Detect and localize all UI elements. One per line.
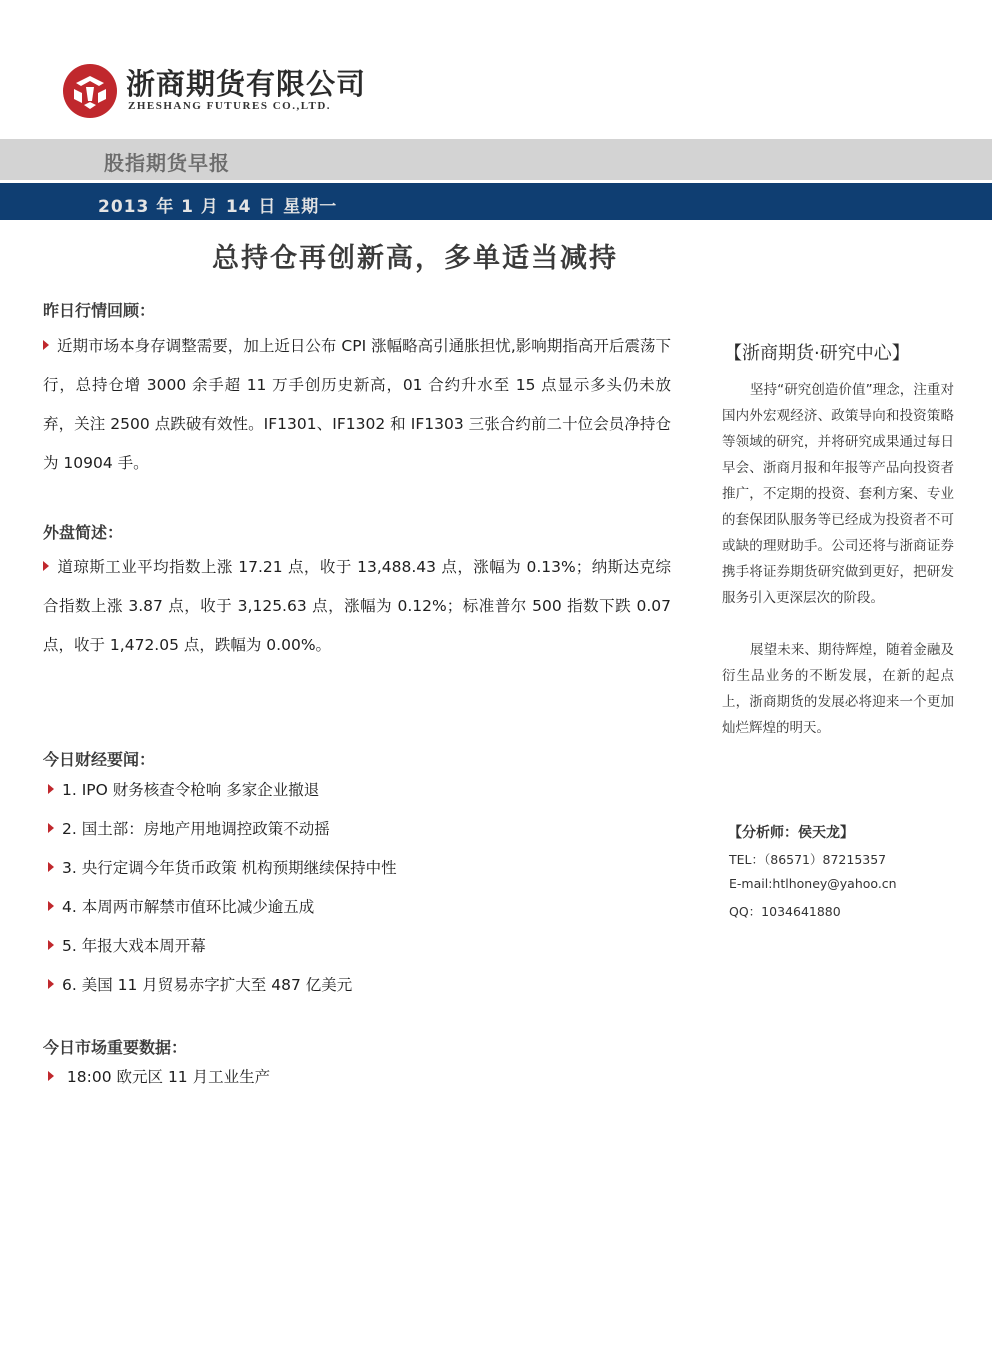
zheshang-logo-icon	[62, 63, 118, 119]
research-center-title: 【浙商期货·研究中心】	[724, 343, 910, 364]
report-title-band	[0, 139, 992, 180]
report-date-band	[0, 183, 992, 220]
company-name-en: ZHESHANG FUTURES CO.,LTD.	[128, 100, 332, 112]
bullet-arrow-icon	[48, 979, 54, 989]
news-item-text: 1. IPO 财务核查令枪响 多家企业撤退	[62, 781, 320, 799]
list-item	[48, 819, 397, 858]
overseas-text: 道琼斯工业平均指数上涨 17.21 点，收于 13,488.43 点，涨幅为 0.13%；纳斯达克综合指数上涨 3.87 点，收于 3,125.63 点，涨幅为 0.12%；标准普尔 500 指数下跌 0.07 点，收于 1,472.05 点，跌幅为 0.00%。	[43, 558, 671, 654]
analyst-qq: QQ：1034641880	[729, 904, 841, 919]
news-item-text: 5. 年报大戏本周开幕	[62, 937, 206, 955]
bullet-arrow-icon	[48, 1071, 54, 1081]
bullet-arrow-icon	[48, 940, 54, 950]
news-item-text: 6. 美国 11 月贸易赤字扩大至 487 亿美元	[62, 976, 353, 994]
market-data-heading: 今日市场重要数据：	[43, 1038, 188, 1057]
analyst-heading: 【分析师：侯天龙】	[728, 825, 854, 841]
list-item	[48, 897, 397, 936]
company-name-cn: 浙商期货有限公司	[126, 67, 367, 101]
overseas-heading: 外盘简述：	[43, 523, 124, 542]
list-item	[48, 858, 397, 897]
report-title: 股指期货早报	[104, 151, 230, 175]
market-data-list	[48, 1067, 270, 1106]
bullet-arrow-icon	[43, 340, 49, 350]
list-item	[48, 975, 397, 1014]
news-item-text: 3. 央行定调今年货币政策 机构预期继续保持中性	[62, 859, 397, 877]
bullet-arrow-icon	[48, 784, 54, 794]
bullet-arrow-icon	[48, 862, 54, 872]
research-center-intro: 坚持“研究创造价值”理念，注重对国内外宏观经济、政策导向和投资策略等领域的研究，并将研究成果通过每日早会、浙商月报和年报等产品向投资者推广，不定期的投资、套利方案、专业的套保团队服务等已经成为投资者不可或缺的理财助手。公司还将与浙商证券携手将证券期货研究做到更好，把研发服务引入更深层次的阶段。	[722, 382, 954, 606]
overseas-paragraph	[43, 548, 671, 665]
news-heading: 今日财经要闻：	[43, 750, 156, 769]
list-item	[48, 936, 397, 975]
bullet-arrow-icon	[43, 561, 49, 571]
review-text: 近期市场本身存调整需要，加上近日公布 CPI 涨幅略高引通胀担忧,影响期指高开后震荡下行，总持仓增 3000 余手超 11 万手创历史新高，01 合约升水至 15 点显示多头仍未放弃，关注 2500 点跌破有效性。IF1301、IF1302 和 IF1303 三张合约前二十位会员净持仓为 10904 手。	[43, 337, 671, 472]
report-date: 2013 年 1 月 14 日 星期一	[98, 197, 338, 217]
analyst-tel: TEL：（86571）87215357	[729, 852, 887, 867]
list-item	[48, 780, 397, 819]
bullet-arrow-icon	[48, 901, 54, 911]
bullet-arrow-icon	[48, 823, 54, 833]
research-center-outlook: 展望未来、期待辉煌，随着金融及衍生品业务的不断发展，在新的起点上，浙商期货的发展必将迎来一个更加灿烂辉煌的明天。	[722, 642, 954, 736]
news-item-text: 4. 本周两市解禁市值环比减少逾五成	[62, 898, 315, 916]
analyst-email: E-mail:htlhoney@yahoo.cn	[729, 876, 897, 891]
news-item-text: 2. 国土部：房地产用地调控政策不动摇	[62, 820, 330, 838]
review-heading: 昨日行情回顾：	[43, 301, 156, 320]
headline: 总持仓再创新高，多单适当减持	[212, 243, 618, 274]
list-item	[48, 1067, 270, 1106]
market-data-item-text: 18:00 欧元区 11 月工业生产	[62, 1068, 271, 1086]
news-list	[48, 780, 397, 1014]
review-paragraph	[43, 327, 671, 483]
